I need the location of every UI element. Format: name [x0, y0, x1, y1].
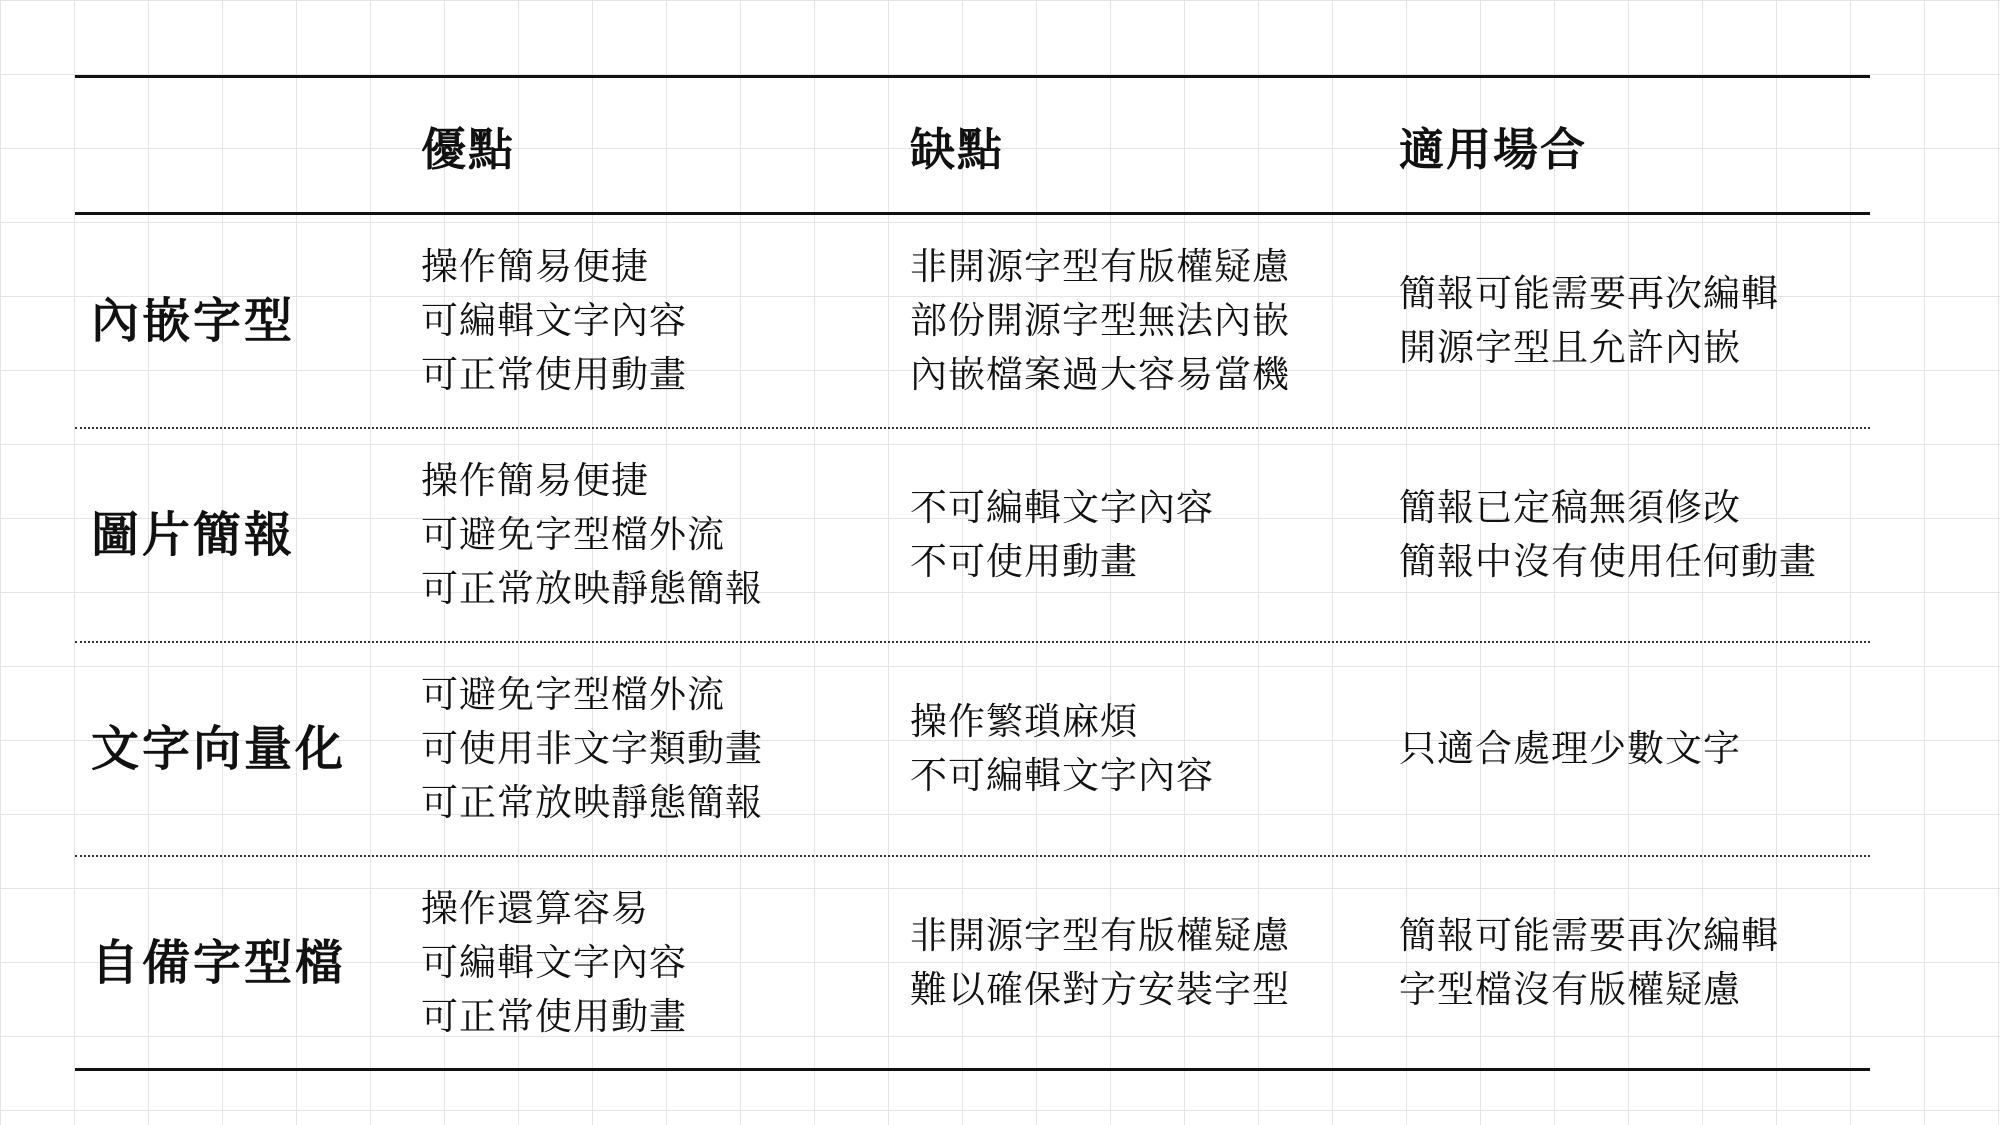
cons-line: 難以確保對方安裝字型	[910, 967, 1290, 1011]
pros-line: 可使用非文字類動畫	[421, 727, 763, 770]
pros-line: 可編輯文字內容	[421, 299, 687, 342]
header-pros: 優點	[421, 122, 516, 176]
pros-line: 可避免字型檔外流	[421, 513, 725, 556]
pros-line: 可正常放映靜態簡報	[421, 567, 763, 610]
cons-line: 不可編輯文字內容	[910, 754, 1214, 797]
pros-cell	[421, 429, 891, 641]
header-use-cases: 適用場合	[1399, 122, 1588, 176]
use-case-line: 簡報可能需要再次編輯	[1399, 913, 1779, 957]
use-case-line: 開源字型且允許內嵌	[1399, 326, 1741, 369]
table-row	[75, 215, 1870, 429]
cons-cell	[910, 215, 1380, 427]
pros-line: 操作簡易便捷	[421, 245, 649, 288]
cons-cell	[910, 429, 1380, 641]
pros-cell	[421, 215, 891, 427]
cons-line: 內嵌檔案過大容易當機	[910, 353, 1290, 396]
pros-line: 可避免字型檔外流	[421, 673, 725, 716]
use-case-line: 簡報中沒有使用任何動畫	[1399, 540, 1817, 583]
header-cons: 缺點	[910, 122, 1005, 176]
cons-line: 非開源字型有版權疑慮	[910, 245, 1290, 288]
use-cases-cell	[1399, 643, 1869, 855]
pros-line: 可正常使用動畫	[421, 994, 687, 1038]
row-label: 自備字型檔	[91, 934, 347, 991]
use-cases-cell	[1399, 857, 1869, 1068]
use-case-line: 簡報已定稿無須修改	[1399, 486, 1741, 529]
table-header	[75, 75, 1870, 215]
cons-cell	[910, 857, 1380, 1068]
use-case-line: 只適合處理少數文字	[1399, 727, 1741, 770]
pros-cell	[421, 643, 891, 855]
table-row	[75, 857, 1870, 1071]
cons-line: 非開源字型有版權疑慮	[910, 913, 1290, 957]
cons-line: 部份開源字型無法內嵌	[910, 299, 1290, 342]
pros-line: 可編輯文字內容	[421, 940, 687, 984]
use-cases-cell	[1399, 215, 1869, 427]
row-label: 內嵌字型	[91, 293, 296, 349]
use-case-line: 簡報可能需要再次編輯	[1399, 272, 1779, 315]
pros-line: 操作還算容易	[421, 886, 649, 930]
table-row	[75, 429, 1870, 643]
row-label: 圖片簡報	[91, 507, 296, 563]
cons-line: 不可使用動畫	[910, 540, 1138, 583]
pros-line: 操作簡易便捷	[421, 459, 649, 502]
use-case-line: 字型檔沒有版權疑慮	[1399, 967, 1741, 1011]
pros-line: 可正常使用動畫	[421, 353, 687, 396]
pros-line: 可正常放映靜態簡報	[421, 781, 763, 824]
row-label: 文字向量化	[91, 721, 347, 777]
use-cases-cell	[1399, 429, 1869, 641]
table-row	[75, 643, 1870, 857]
cons-line: 操作繁瑣麻煩	[910, 700, 1138, 743]
cons-cell	[910, 643, 1380, 855]
pros-cell	[421, 857, 891, 1068]
cons-line: 不可編輯文字內容	[910, 486, 1214, 529]
